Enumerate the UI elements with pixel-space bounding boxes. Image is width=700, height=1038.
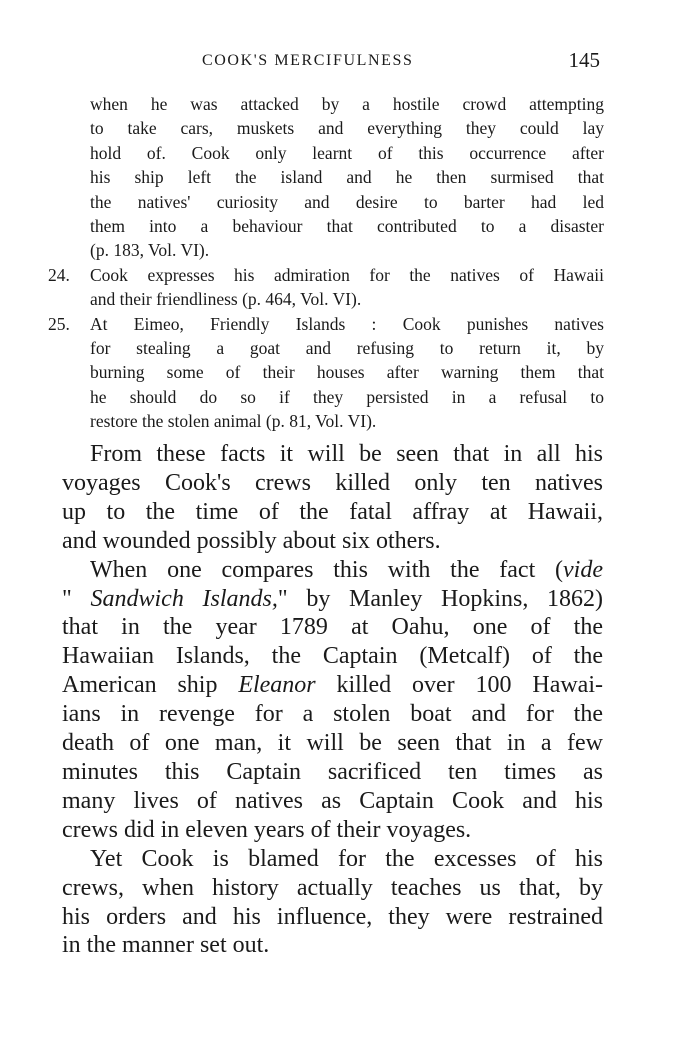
note-number	[48, 92, 90, 263]
note-number: 24.	[48, 264, 70, 285]
body-line: ians in revenge for a stolen boat and for the	[62, 701, 603, 728]
note-line: hold of. Cook only learnt of this occurrence after	[90, 142, 604, 163]
note-text	[90, 312, 604, 434]
note-number: 25.	[48, 313, 70, 334]
note-25	[48, 312, 604, 434]
note-text	[90, 263, 604, 312]
note-text	[90, 92, 604, 263]
note-24	[48, 263, 604, 312]
note-line: them into a behaviour that contributed to a disaster	[90, 216, 604, 237]
body-line: his orders and his influence, they were restrained	[62, 903, 603, 930]
body-line: death of one man, it will be seen that in a few	[62, 730, 603, 757]
running-title: COOK'S MERCIFULNESS	[202, 52, 414, 69]
note-line: and their friendliness (p. 464, Vol. VI).	[90, 289, 362, 310]
note-line: At Eimeo, Friendly Islands : Cook punishes natives	[90, 313, 604, 334]
body-line: voyages Cook's crews killed only ten natives	[62, 469, 603, 496]
body-line: crews, when history actually teaches us that, by	[62, 874, 603, 901]
note-line: burning some of their houses after warning them that	[90, 362, 604, 383]
body-line: Hawaiian Islands, the Captain (Metcalf) of the	[62, 643, 603, 670]
body-line: From these facts it will be seen that in all his	[90, 441, 603, 467]
paragraph	[62, 845, 603, 961]
page-number: 145	[568, 48, 600, 72]
note-line: Cook expresses his admiration for the natives of Hawaii	[90, 264, 604, 285]
note-line: he should do so if they persisted in a refusal to	[90, 386, 604, 407]
body-line: When one compares this with the fact (vide	[90, 556, 603, 583]
paragraph	[62, 440, 603, 556]
note-continued	[48, 92, 604, 263]
body-text	[62, 440, 603, 960]
body-line: Yet Cook is blamed for the excesses of his	[90, 845, 603, 872]
numbered-notes	[48, 92, 604, 434]
body-line: minutes this Captain sacrificed ten times as	[62, 758, 603, 785]
body-line: American ship Eleanor killed over 100 Hawai-	[62, 672, 603, 699]
note-line: (p. 183, Vol. VI).	[90, 240, 210, 261]
body-line: crews did in eleven years of their voyages.	[62, 816, 472, 843]
note-line: to take cars, muskets and everything they could lay	[90, 118, 604, 139]
body-line: " Sandwich Islands," by Manley Hopkins, 1862)	[62, 585, 604, 612]
note-line: his ship left the island and he then surmised that	[90, 167, 604, 188]
note-line: for stealing a goat and refusing to return it, by	[90, 338, 604, 359]
body-line: that in the year 1789 at Oahu, one of the	[62, 614, 603, 641]
body-line: in the manner set out.	[62, 932, 270, 959]
note-line: the natives' curiosity and desire to barter had led	[90, 191, 604, 212]
body-line: many lives of natives as Captain Cook and his	[62, 787, 603, 814]
paragraph	[62, 556, 603, 845]
body-line: up to the time of the fatal affray at Hawaii,	[62, 498, 603, 525]
note-line: restore the stolen animal (p. 81, Vol. VI).	[90, 411, 377, 432]
note-line: when he was attacked by a hostile crowd attempting	[90, 94, 604, 114]
body-line: and wounded possibly about six others.	[62, 527, 441, 554]
running-header	[62, 50, 602, 80]
